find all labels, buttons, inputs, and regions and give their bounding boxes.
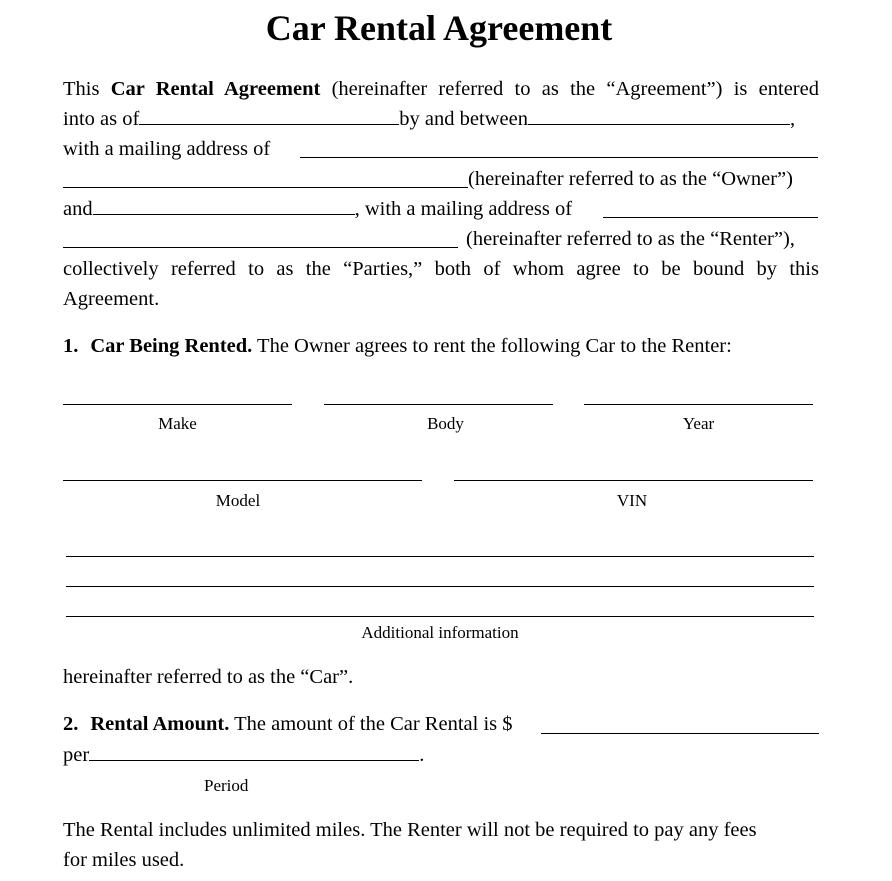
renter-address-field[interactable]: [603, 217, 818, 218]
owner-address-field-2[interactable]: [63, 187, 468, 188]
intro-text: This: [63, 78, 111, 100]
agreement-name: Car Rental Agreement: [110, 78, 321, 100]
miles-line-2: for miles used.: [63, 849, 185, 871]
body-label: Body: [427, 414, 464, 433]
date-field[interactable]: [139, 105, 399, 125]
section-1-heading: [63, 331, 732, 361]
intro-text: , with a mailing address of: [354, 198, 573, 220]
page-title: Car Rental Agreement: [265, 8, 613, 48]
intro-text: with a mailing address of: [63, 138, 271, 160]
intro-line-6: [466, 224, 795, 254]
model-label: Model: [215, 491, 261, 510]
owner-name-field[interactable]: [528, 105, 790, 125]
intro-line-4: [468, 164, 793, 194]
additional-info-field-3[interactable]: [66, 616, 814, 617]
make-label: Make: [158, 414, 197, 433]
intro-line-5: [63, 194, 572, 224]
additional-info-label: Additional information: [361, 623, 519, 642]
intro-line-3: [63, 134, 270, 164]
per-line: [63, 740, 424, 770]
intro-text: (hereinafter referred to as the “Agreement”) is entered: [320, 78, 819, 100]
year-field[interactable]: [584, 404, 813, 405]
intro-text: collectively referred to as the “Parties,” both of whom agree to be bound by this: [63, 258, 819, 280]
per-text: per: [63, 744, 90, 766]
intro-line-7: [63, 254, 819, 284]
intro-text: (hereinafter referred to as the “Renter”),: [466, 228, 795, 250]
section-text: The Owner agrees to rent the following Car to the Renter:: [252, 335, 732, 357]
intro-line-1: [63, 74, 819, 104]
intro-text: into as of: [63, 108, 140, 130]
owner-address-field[interactable]: [300, 157, 818, 158]
intro-text: ,: [789, 108, 796, 130]
intro-line-8: [63, 284, 159, 314]
additional-info-field-1[interactable]: [66, 556, 814, 557]
section-title: Car Being Rented.: [90, 335, 253, 357]
rental-amount-field[interactable]: [541, 733, 819, 734]
year-label: Year: [682, 414, 715, 433]
intro-text: by and between: [399, 108, 528, 130]
vin-label: VIN: [616, 491, 648, 510]
section-number: 1.: [63, 335, 79, 357]
renter-address-field-2[interactable]: [63, 247, 458, 248]
car-definition: hereinafter referred to as the “Car”.: [63, 666, 354, 688]
intro-text: (hereinafter referred to as the “Owner”): [468, 168, 793, 190]
renter-name-field[interactable]: [93, 195, 355, 215]
period-label: Period: [204, 776, 249, 795]
section-number: 2.: [63, 713, 79, 735]
section-2-heading: [63, 709, 513, 739]
intro-text: and: [63, 198, 93, 220]
per-text: .: [419, 744, 425, 766]
intro-line-2: [63, 104, 795, 134]
section-title: Rental Amount.: [90, 713, 230, 735]
body-field[interactable]: [324, 404, 553, 405]
make-field[interactable]: [63, 404, 292, 405]
vin-field[interactable]: [454, 480, 813, 481]
section-text: The amount of the Car Rental is $: [229, 713, 513, 735]
intro-text: Agreement.: [63, 288, 160, 310]
miles-line-1: The Rental includes unlimited miles. The Renter will not be required to pay any fees: [63, 819, 757, 841]
additional-info-field-2[interactable]: [66, 586, 814, 587]
model-field[interactable]: [63, 480, 422, 481]
period-field[interactable]: [89, 741, 419, 761]
